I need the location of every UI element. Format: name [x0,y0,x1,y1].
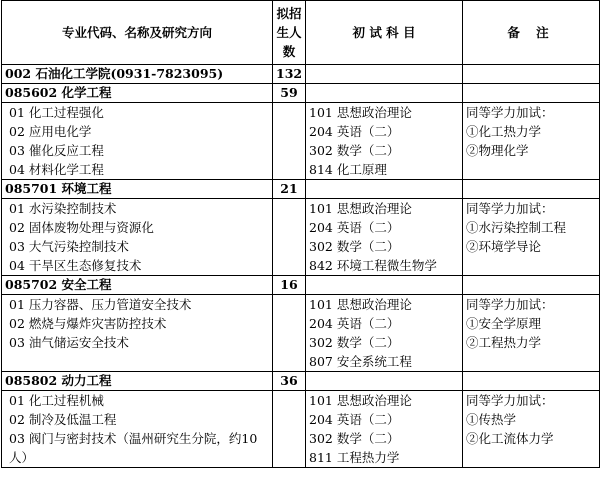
major-row [2,276,600,295]
note-item: 同等学力加试： [466,201,554,216]
note-item: 同等学力加试： [466,297,554,312]
major-count: 36 [273,372,306,391]
direction-item: 03 催化反应工程 [9,143,104,158]
direction-item: 01 水污染控制技术 [9,201,117,216]
major-name: 085702 安全工程 [2,276,273,295]
subject-item: 302 数学（二） [309,239,400,254]
direction-item: 03 阀门与密封技术（温州研究生分院，约10人） [9,431,258,465]
direction-item: 03 油气储运安全技术 [9,335,129,350]
subject-item: 302 数学（二） [309,431,400,446]
admissions-table [1,0,600,468]
major-count: 21 [273,180,306,199]
subject-item: 101 思想政治理论 [309,297,412,312]
exam-subjects [306,103,463,180]
major-count: 16 [273,276,306,295]
subject-item: 302 数学（二） [309,143,400,158]
research-directions [2,199,273,276]
header-major: 专业代码、名称及研究方向 [2,1,273,65]
subject-item: 811 工程热力学 [309,450,400,465]
note-item: ②化工流体力学 [466,431,554,446]
note-item: 同等学力加试： [466,393,554,408]
direction-item: 03 大气污染控制技术 [9,239,129,254]
major-detail-row [2,199,600,276]
note-item: ①安全学原理 [466,316,542,331]
direction-item: 04 材料化学工程 [9,162,104,177]
major-name: 085802 动力工程 [2,372,273,391]
exam-subjects [306,391,463,468]
college-count: 132 [273,65,306,84]
subject-item: 101 思想政治理论 [309,201,412,216]
header-notes: 备 注 [463,1,600,65]
notes [463,199,600,276]
direction-item: 04 干旱区生态修复技术 [9,258,142,273]
major-name: 085701 环境工程 [2,180,273,199]
subject-item: 807 安全系统工程 [309,354,412,369]
research-directions [2,103,273,180]
major-name: 085602 化学工程 [2,84,273,103]
direction-item: 02 固体废物处理与资源化 [9,220,154,235]
note-item: ②物理化学 [466,143,529,158]
direction-item: 02 燃烧与爆炸灾害防控技术 [9,316,167,331]
college-name: 002 石油化工学院(0931-7823095) [2,65,273,84]
direction-item: 02 制冷及低温工程 [9,412,117,427]
notes [463,391,600,468]
direction-item: 02 应用电化学 [9,124,92,139]
major-count: 59 [273,84,306,103]
note-item: ①水污染控制工程 [466,220,567,235]
college-row [2,65,600,84]
direction-item: 01 压力容器、压力管道安全技术 [9,297,192,312]
header-plan-count: 拟招 生人 数 [273,1,306,65]
notes [463,295,600,372]
subject-item: 204 英语（二） [309,124,400,139]
major-detail-row [2,295,600,372]
major-detail-row [2,391,600,468]
research-directions [2,295,273,372]
subject-item: 302 数学（二） [309,335,400,350]
note-item: ①传热学 [466,412,517,427]
major-row [2,372,600,391]
subject-item: 814 化工原理 [309,162,387,177]
subject-item: 204 英语（二） [309,316,400,331]
exam-subjects [306,199,463,276]
research-directions [2,391,273,468]
note-item: ②工程热力学 [466,335,542,350]
subject-item: 842 环境工程微生物学 [309,258,437,273]
header-row [2,1,600,65]
subject-item: 101 思想政治理论 [309,393,412,408]
subject-item: 204 英语（二） [309,220,400,235]
major-detail-row [2,103,600,180]
major-row [2,180,600,199]
note-item: 同等学力加试： [466,105,554,120]
direction-item: 01 化工过程强化 [9,105,104,120]
notes [463,103,600,180]
subject-item: 101 思想政治理论 [309,105,412,120]
major-row [2,84,600,103]
note-item: ②环境学导论 [466,239,542,254]
exam-subjects [306,295,463,372]
note-item: ①化工热力学 [466,124,542,139]
subject-item: 204 英语（二） [309,412,400,427]
direction-item: 01 化工过程机械 [9,393,104,408]
header-exam-subjects: 初 试 科 目 [306,1,463,65]
